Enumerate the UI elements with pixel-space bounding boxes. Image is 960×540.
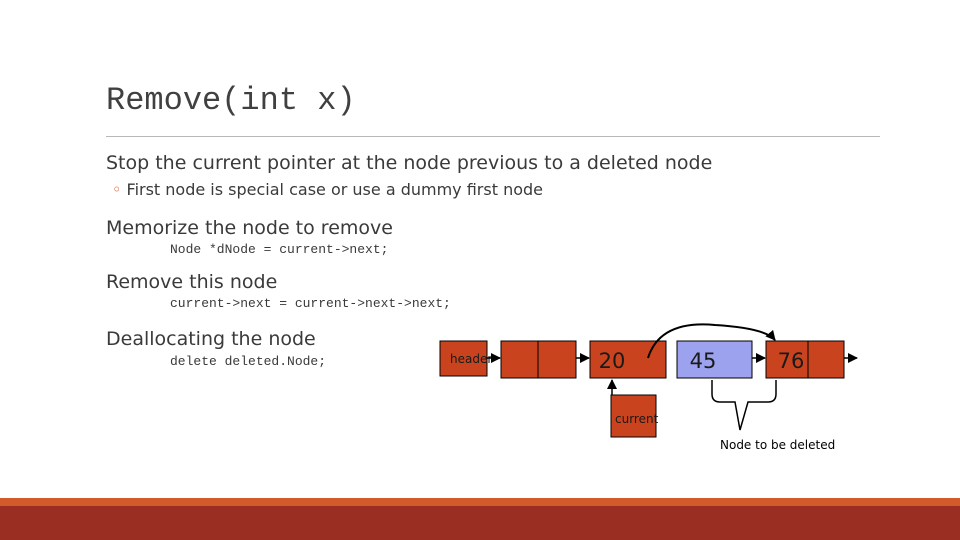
sub-bullet-marker: ◦ bbox=[112, 180, 122, 199]
footer-bar bbox=[0, 506, 960, 540]
code-remove: current->next = current->next->next; bbox=[170, 296, 451, 311]
slide-title: Remove(int x) bbox=[106, 82, 356, 119]
bullet-deallocate: Deallocating the node bbox=[106, 328, 316, 350]
code-deallocate: delete deleted.Node; bbox=[170, 354, 327, 369]
code-memorize: Node *dNode = current->next; bbox=[170, 242, 389, 257]
header-label: header bbox=[450, 352, 493, 366]
node-20-value: 20 bbox=[598, 349, 626, 373]
current-label: current bbox=[615, 412, 659, 426]
bullet-remove: Remove this node bbox=[106, 271, 278, 293]
footer-accent-bar bbox=[0, 498, 960, 506]
node-45-value: 45 bbox=[689, 349, 717, 373]
sub-bullet-text: First node is special case or use a dummy first node bbox=[126, 180, 544, 199]
callout-bubble bbox=[712, 380, 776, 430]
bullet-memorize: Memorize the node to remove bbox=[106, 217, 393, 239]
node-76-value: 76 bbox=[777, 349, 805, 373]
callout-text: Node to be deleted bbox=[720, 438, 836, 452]
bullet-stop-pointer: Stop the current pointer at the node previous to a deleted node bbox=[106, 152, 713, 174]
